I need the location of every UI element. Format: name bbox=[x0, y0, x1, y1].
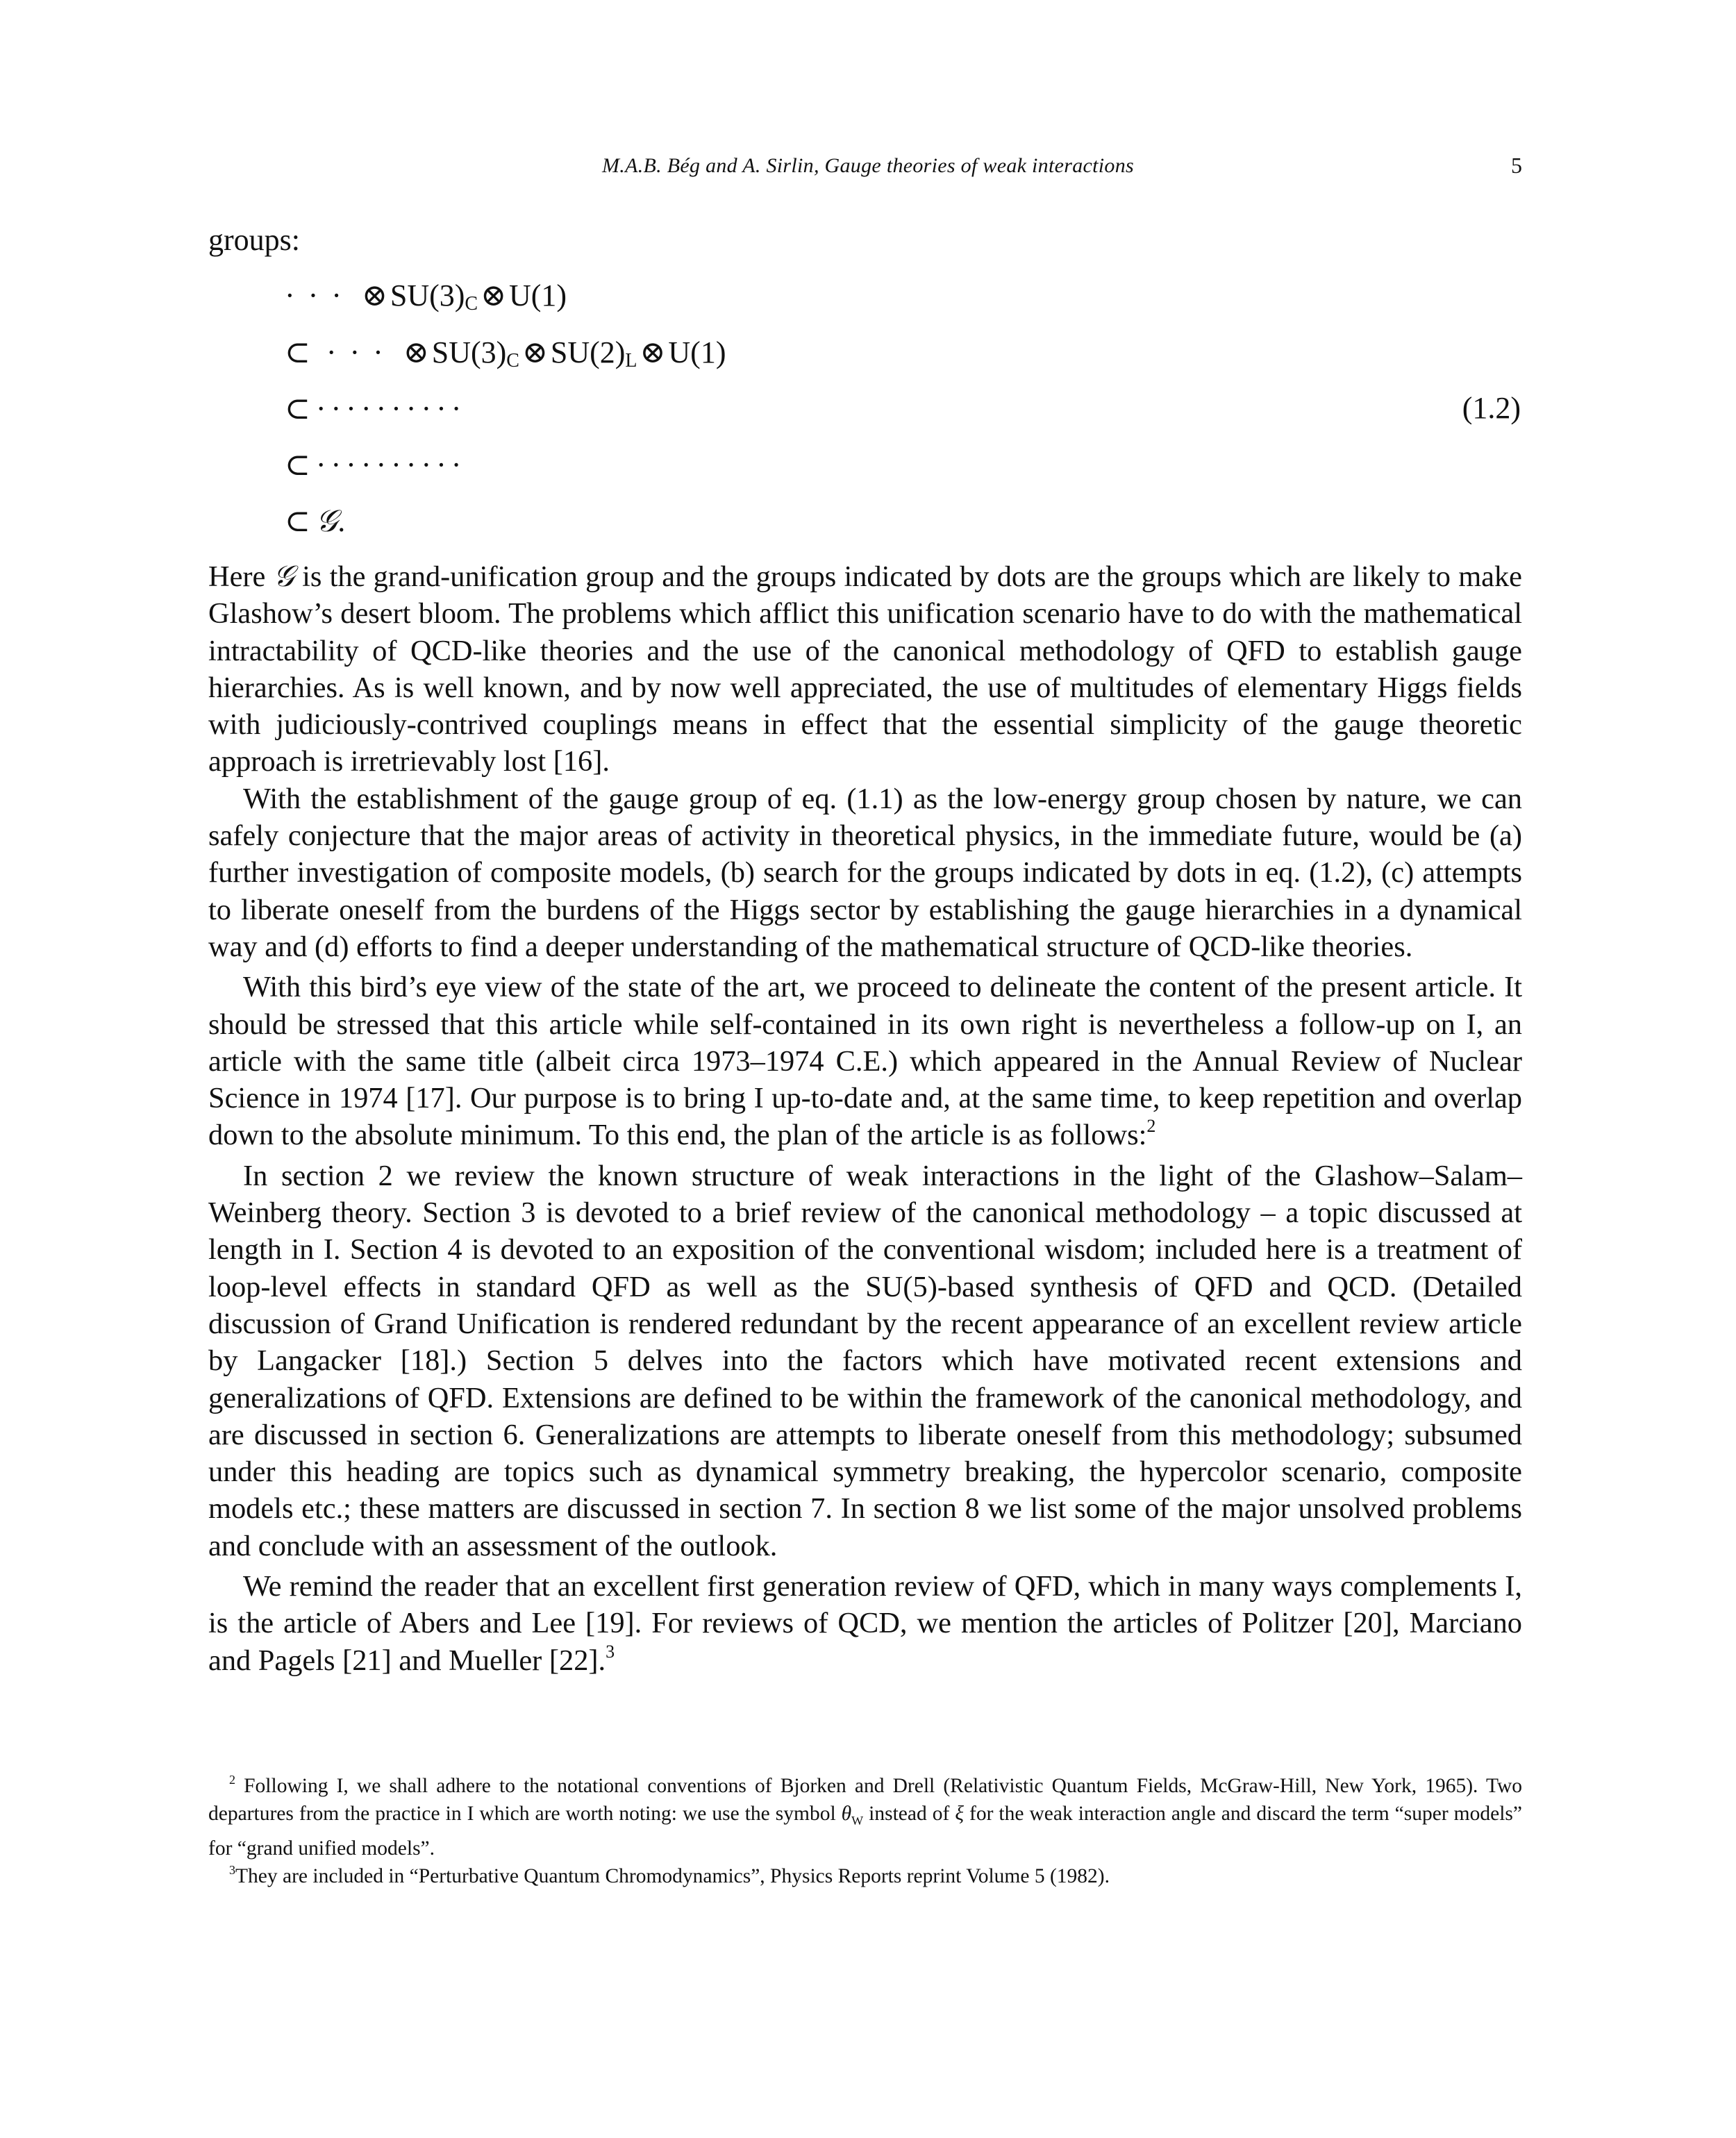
paragraph-1-rest: is the grand-unification group and the groups indicated by dots are the groups which are likely to make Glashow’s desert bloom. The problems which afflict this unification scenario have to do with the mathematical intractability of QCD-like theories and the use of the canonical methodology of QFD to establish gauge hierarchies. As is well known, and by now well appreciated, the use of multitudes of elementary Higgs fields with judiciously-contrived couplings means in effect that the essential simplicity of the gauge theoretic approach is irretrievably lost [16]. bbox=[208, 560, 1522, 778]
eq-dots: ·········· bbox=[315, 448, 467, 482]
grand-unification-symbol: 𝒢 bbox=[315, 503, 338, 539]
equation-line-3 bbox=[285, 391, 466, 426]
paragraph-4: In section 2 we review the known structure of weak interactions in the light of the Glashow–Salam–Weinberg theory. Section 3 is devoted to a brief review of the canonical methodology – a topic discussed at length in I. Section 4 is devoted to an exposition of the conventional wisdom; included here is a treatment of loop-level effects in standard QFD as well as the SU(5)-based synthesis of QFD and QCD. (Detailed discussion of Grand Unification is rendered redundant by the recent appearance of an excellent review article by Langacker [18].) Section 5 delves into the factors which have motivated recent extensions and generalizations of QFD. Extensions are defined to be within the framework of the canonical methodology, and are discussed in section 6. Generalizations are attempts to liberate oneself from this methodology; subsumed under this heading are topics such as dynamical symmetry breaking, the hypercolor scenario, composite models etc.; these matters are discussed in section 7. In section 8 we list some of the major unsolved problems and conclude with an assessment of the outlook. bbox=[208, 1159, 1522, 1562]
lead-text: groups: bbox=[208, 223, 300, 257]
subset-symbol: ⊂ bbox=[285, 504, 310, 538]
footnote-3 bbox=[208, 1862, 1522, 1890]
footnote-2-mark: 2 bbox=[229, 1773, 235, 1787]
footnote-ref-3[interactable]: 3 bbox=[606, 1641, 615, 1662]
paragraph-1 bbox=[208, 558, 1522, 780]
xi-symbol: ξ bbox=[955, 1803, 964, 1825]
otimes-symbol: ⊗ bbox=[403, 335, 429, 369]
otimes-symbol: ⊗ bbox=[481, 278, 506, 312]
subset-symbol: ⊂ bbox=[285, 448, 310, 482]
footnotes bbox=[208, 1772, 1522, 1890]
paragraph-5-text: We remind the reader that an excellent first generation review of QFD, which in many ways complements I, is the article of Abers and Lee [19]. For reviews of QCD, we mention the articles of Politzer [20], Marciano and Pagels [21] and Mueller [22]. bbox=[208, 1570, 1522, 1677]
subset-symbol: ⊂ bbox=[285, 392, 310, 426]
eq-su2: SU(2) bbox=[550, 335, 626, 369]
footnote-2 bbox=[208, 1772, 1522, 1862]
footnote-ref-2[interactable]: 2 bbox=[1146, 1116, 1156, 1137]
theta-w-symbol bbox=[841, 1803, 864, 1828]
eq-dots: ·········· bbox=[315, 392, 467, 426]
paragraph-3 bbox=[208, 969, 1522, 1153]
eq-su3-subscript: C bbox=[465, 293, 478, 315]
footnote-3-mark: 3 bbox=[229, 1862, 235, 1877]
page-number: 5 bbox=[1511, 153, 1522, 178]
otimes-symbol: ⊗ bbox=[521, 335, 548, 369]
subset-symbol: ⊂ bbox=[285, 335, 310, 369]
equation-line-2 bbox=[285, 335, 726, 372]
footnote-2-text: instead of bbox=[863, 1803, 955, 1825]
grand-unification-symbol: 𝒢 bbox=[273, 559, 294, 593]
footnote-2-text: for the weak interaction angle and discard the term “super models” for “grand unified models”. bbox=[208, 1803, 1522, 1860]
paragraph-5 bbox=[208, 1568, 1522, 1679]
body-text bbox=[208, 558, 1522, 1679]
eq-su3: SU(3) bbox=[390, 278, 465, 312]
otimes-symbol: ⊗ bbox=[361, 278, 387, 312]
running-head: M.A.B. Bég and A. Sirlin, Gauge theories of weak interactions bbox=[602, 154, 1134, 177]
footnote-3-text: They are included in “Perturbative Quantum Chromodynamics”, Physics Reports reprint Volume 5 (1982). bbox=[235, 1864, 1110, 1887]
equation-line-1 bbox=[285, 278, 567, 315]
theta-symbol: θ bbox=[841, 1803, 852, 1825]
eq-line1-prefix: · · · bbox=[285, 278, 355, 312]
equation-line-5 bbox=[285, 503, 345, 539]
eq-su3-subscript: C bbox=[506, 350, 519, 371]
paragraph-1-start: Here bbox=[208, 560, 274, 593]
otimes-symbol: ⊗ bbox=[640, 335, 666, 369]
equation-number: (1.2) bbox=[1462, 391, 1521, 425]
theta-subscript: W bbox=[851, 1813, 864, 1828]
eq-su2-subscript: L bbox=[625, 350, 637, 371]
footnote-2-text: Following I, we shall adhere to the notational conventions of Bjorken and Drell (Relativistic Quantum Fields, McGraw-Hill, New York, 1965). Two departures from the practice in I which are worth noting: we use the symbol bbox=[208, 1775, 1523, 1825]
paragraph-2: With the establishment of the gauge group of eq. (1.1) as the low-energy group chosen by nature, we can safely conjecture that the major areas of activity in theoretical physics, in the immediate future, would be (a) further investigation of composite models, (b) search for the groups indicated by dots in eq. (1.2), (c) attempts to liberate oneself from the burdens of the Higgs sector by establishing the gauge hierarchies in a dynamical way and (d) efforts to find a deeper understanding of the mathematical structure of QCD-like theories. bbox=[208, 782, 1522, 963]
paragraph-3-text: With this bird’s eye view of the state of the art, we proceed to delineate the content of the present article. It should be stressed that this article while self-contained in its own right is nevertheless a follow-up on I, an article with the same title (albeit circa 1973–1974 C.E.) which appeared in the Annual Review of Nuclear Science in 1974 [17]. Our purpose is to bring I up-to-date and, at the same time, to keep repetition and overlap down to the absolute minimum. To this end, the plan of the article is as follows: bbox=[208, 971, 1522, 1152]
eq-line2-prefix: · · · bbox=[315, 335, 397, 369]
equation-line-4 bbox=[285, 447, 466, 483]
eq-period: . bbox=[337, 504, 346, 538]
eq-su3: SU(3) bbox=[431, 335, 507, 369]
eq-u1: U(1) bbox=[508, 278, 567, 312]
eq-u1: U(1) bbox=[668, 335, 726, 369]
